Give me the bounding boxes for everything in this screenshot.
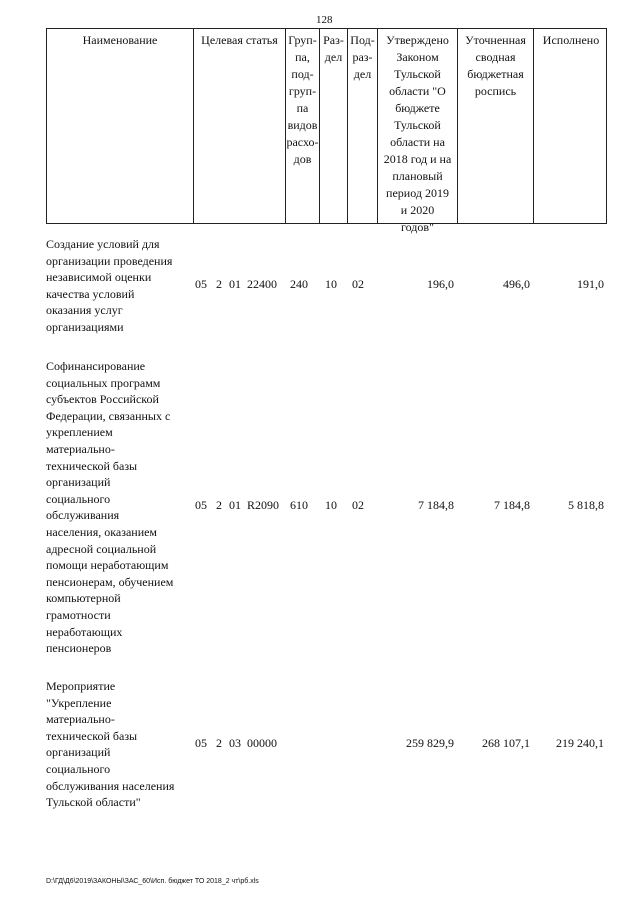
row-name-line: Софинансирование — [46, 359, 146, 373]
header-group-line: па, — [295, 50, 310, 64]
header-approved-line: Утверждено — [386, 33, 449, 47]
header-group-line: видов — [287, 118, 318, 132]
row-code: 00000 — [247, 736, 277, 750]
row-approved: 196,0 — [427, 277, 454, 291]
row-name-line: качества условий — [46, 286, 135, 301]
header-approved-line: области на — [390, 135, 445, 149]
row-name-line: социального — [46, 761, 111, 776]
row-name-line: технической базы — [46, 458, 138, 473]
row-name-line: Федерации, связанных с — [46, 408, 171, 423]
row-code: 22400 — [247, 277, 277, 291]
header-section-line: Раз- — [323, 33, 344, 47]
row-name-line: пенсионеров — [46, 641, 112, 656]
header-group-line: дов — [293, 152, 312, 166]
header-approved-line: Законом — [396, 50, 439, 64]
row-name-line: обслуживания — [46, 508, 120, 523]
header-refined-line: Уточненная — [465, 33, 526, 47]
row-approved: 259 829,9 — [406, 736, 454, 750]
header-group — [285, 29, 319, 223]
row-executed: 5 818,8 — [568, 498, 604, 512]
header-approved-line: Тульской — [394, 67, 441, 81]
row-item: 01 — [229, 498, 241, 512]
header-refined-line: бюджетная — [467, 67, 524, 81]
row-program: 05 — [195, 277, 207, 291]
header-group-line: Груп- — [288, 33, 317, 47]
row-subsection: 02 — [352, 277, 364, 291]
row-name-line: организаций — [46, 475, 111, 490]
header-approved-line: 2018 год и на — [383, 152, 452, 166]
row-executed: 219 240,1 — [556, 736, 604, 750]
row-refined: 268 107,1 — [482, 736, 530, 750]
header-approved-line: плановый — [392, 169, 443, 183]
row-group: 610 — [290, 498, 308, 512]
row-approved: 7 184,8 — [418, 498, 454, 512]
row-group: 240 — [290, 277, 308, 291]
row-name-line: "Укрепление — [46, 695, 112, 710]
header-section-line: дел — [324, 50, 343, 64]
row-name-line: грамотности — [46, 607, 111, 622]
header-subsection-line: Под- — [350, 33, 375, 47]
header-approved-line: и 2020 — [400, 203, 435, 217]
header-target-article — [193, 29, 285, 223]
row-name — [46, 358, 192, 657]
header-target-article-text: Целевая статья — [201, 33, 278, 47]
header-approved-line: бюджете — [395, 101, 440, 115]
row-name-line: организаций — [46, 745, 111, 760]
row-name-line: независимой оценки — [46, 270, 152, 285]
row-name-line: социальных программ — [46, 375, 161, 390]
file-path-footer: D:\ГД\Д6\2019\ЗАКОНЫ\ЗАС_60\Исп. бюджет ТО 2018_2 чт\рб.xls — [46, 878, 259, 885]
header-approved-line: области "О — [389, 84, 446, 98]
row-name-line: неработающих — [46, 624, 123, 639]
header-name — [47, 29, 193, 223]
row-item: 01 — [229, 277, 241, 291]
row-program: 05 — [195, 498, 207, 512]
row-section: 10 — [325, 277, 337, 291]
header-approved-line: годов" — [401, 220, 434, 234]
table-header — [46, 28, 607, 234]
row-name-line: материально- — [46, 441, 115, 456]
row-name-line: населения, оказанием — [46, 524, 158, 539]
row-name-line: Мероприятие — [46, 679, 116, 693]
row-sub: 2 — [216, 736, 222, 750]
header-refined — [457, 29, 533, 223]
header-subsection — [347, 29, 377, 223]
row-name-line: Создание условий для — [46, 237, 160, 251]
row-name-line: оказания услуг — [46, 303, 123, 318]
header-group-line: груп- — [288, 84, 317, 98]
header-group-line: расхо- — [286, 135, 319, 149]
header-name-text: Наименование — [82, 33, 158, 47]
page-number: 128 — [316, 14, 333, 26]
header-approved-line: период 2019 — [386, 186, 449, 200]
row-sub: 2 — [216, 277, 222, 291]
header-approved — [377, 29, 457, 234]
table-row — [46, 358, 607, 658]
row-name-line: социального — [46, 491, 111, 506]
row-section: 10 — [325, 498, 337, 512]
row-program: 05 — [195, 736, 207, 750]
row-name-line: технической базы — [46, 728, 138, 743]
table-row — [46, 236, 607, 336]
row-name-line: пенсионерам, обучением — [46, 574, 174, 589]
row-name-line: Тульской области" — [46, 795, 141, 810]
row-name-line: организации проведения — [46, 253, 173, 268]
row-name — [46, 678, 192, 811]
row-sub: 2 — [216, 498, 222, 512]
header-group-line: под- — [291, 67, 314, 81]
header-section — [319, 29, 347, 223]
header-refined-line: роспись — [474, 84, 517, 98]
row-name-line: субъектов Российской — [46, 392, 159, 407]
row-refined: 496,0 — [503, 277, 530, 291]
header-subsection-line: дел — [353, 67, 372, 81]
header-approved-line: Тульской — [394, 118, 441, 132]
row-name-line: помощи неработающим — [46, 558, 169, 573]
row-executed: 191,0 — [577, 277, 604, 291]
row-subsection: 02 — [352, 498, 364, 512]
header-refined-line: сводная — [475, 50, 516, 64]
header-group-line: па — [296, 101, 309, 115]
header-subsection-line: раз- — [352, 50, 373, 64]
row-code: R2090 — [247, 498, 280, 512]
row-name-line: организациями — [46, 319, 124, 334]
row-name-line: обслуживания населения — [46, 778, 175, 793]
row-name-line: укреплением — [46, 425, 113, 440]
row-item: 03 — [229, 736, 241, 750]
row-name — [46, 236, 192, 336]
row-name-line: адресной социальной — [46, 541, 157, 556]
row-name-line: компьютерной — [46, 591, 121, 606]
header-executed-text: Исполнено — [542, 33, 600, 47]
row-refined: 7 184,8 — [494, 498, 530, 512]
header-executed — [533, 29, 608, 223]
row-name-line: материально- — [46, 712, 115, 727]
table-row — [46, 678, 607, 818]
